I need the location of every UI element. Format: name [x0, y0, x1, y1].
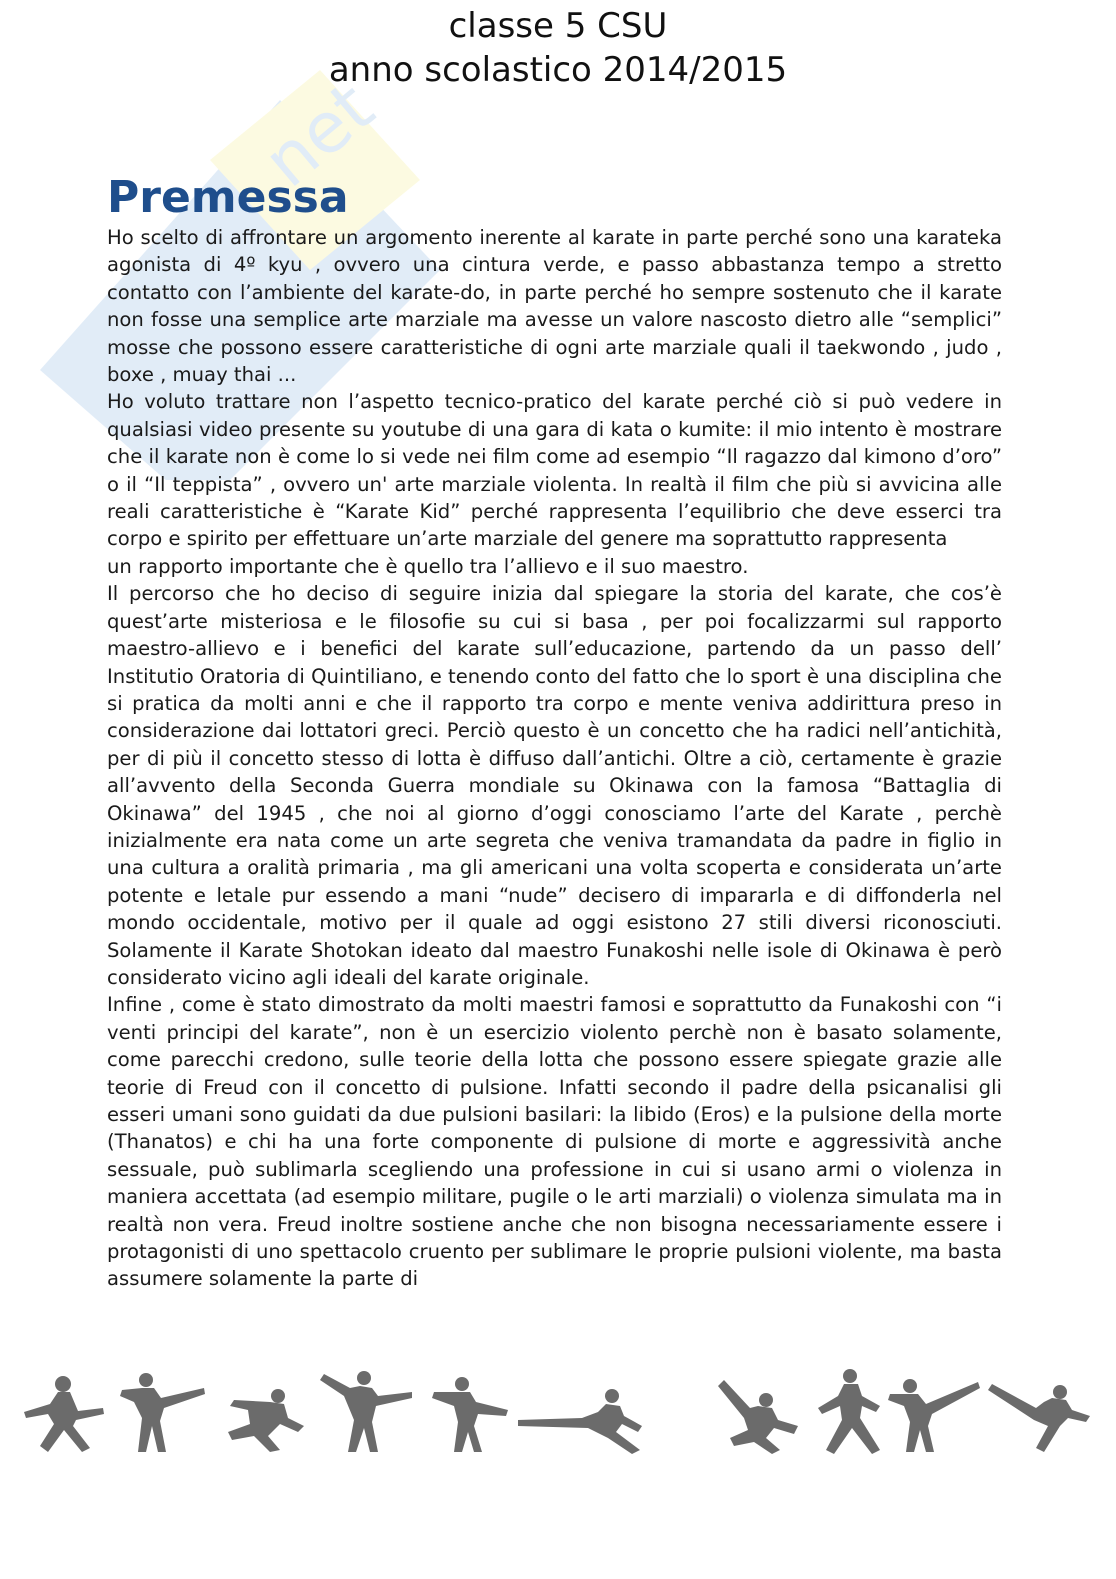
karate-silhouette-icon: [116, 1366, 206, 1456]
class-label: classe 5 CSU: [448, 6, 668, 46]
karate-silhouette-icon: [804, 1366, 894, 1456]
karate-silhouette-icon: [512, 1366, 652, 1456]
paragraph: Infine , come è stato dimostrato da molti maestri famosi e soprattutto da Funakoshi con “i venti principi del karate”, non è un esercizio violento perchè non è basato solamente, come parecchi credono, sulle teorie della lotta che possono essere spiegate grazie alle teorie di Freud con il concetto di pulsione. Infatti secondo il padre della psicanalisi gli esseri umani sono guidati da due pulsioni basilari: la libido (Eros) e la pulsione della morte (Thanatos) e chi ha una forte componente di pulsione di morte e aggressività anche sessuale, può sublimarla scegliendo una professione in cui si usano armi o violenza in maniera accettata (ad esempio militare, pugile o le arti marziali) o violenza simulata ma in realtà non vera. Freud inoltre sostiene anche che non bisogna necessariamente essere i protagonisti di uno spettacolo cruento per sublimare le proprie pulsioni violente, ma basta assumere solamente la parte di: [107, 993, 1002, 1291]
paragraph: Ho voluto trattare non l’aspetto tecnico-pratico del karate perché ciò si può vedere in qualsiasi video presente su youtube di una gara di kata o kumite: il mio intento è mostrare che il karate non è come lo si vede nei film come ad esempio “Il ragazzo dal kimono d’oro” o il “Il teppista” , ovvero un' arte marziale violenta. In realtà il film che più si avvicina alle reali caratteristiche è “Karate Kid” perché rappresenta l’equilibrio che deve esserci tra corpo e spirito per effettuare un’arte marziale del genere ma soprattutto rappresenta: [107, 390, 1002, 551]
karate-silhouettes-footer: [18, 1366, 1098, 1456]
paragraph: un rapporto importante che è quello tra l’allievo e il suo maestro.: [107, 554, 749, 578]
karate-silhouette-icon: [984, 1366, 1094, 1456]
karate-silhouette-icon: [424, 1366, 514, 1456]
karate-silhouette-icon: [218, 1366, 308, 1456]
karate-silhouette-icon: [18, 1366, 108, 1456]
karate-silhouette-icon: [884, 1366, 984, 1456]
section-title: Premessa: [107, 172, 349, 223]
watermark-text: net: [248, 66, 389, 204]
karate-silhouette-icon: [316, 1366, 416, 1456]
page-header: [0, 4, 1116, 92]
paragraph: Il percorso che ho deciso di seguire inizia dal spiegare la storia del karate, che cos’è quest’arte misteriosa e le filosofie su cui si basa , per poi focalizzarmi sul rapporto maestro-allievo e i benefici del karate sull’educazione, partendo da un passo dell’ Institutio Oratoria di Quintiliano, e tenendo conto del fatto che lo sport è una disciplina che si pratica da molti anni e che il rapporto tra corpo e mente veniva addirittura preso in considerazione dai lottatori greci. Perciò questo è un concetto che ha radici nell’antichità, per di più il concetto stesso di lotta è diffuso dall’antichi. Oltre a ciò, certamente è grazie all’avvento della Seconda Guerra mondiale su Okinawa con la famosa “Battaglia di Okinawa” del 1945 , che noi al giorno d’oggi conosciamo l’arte del Karate , perchè inizialmente era nata come un arte segreta che veniva tramandata da padre in figlio in una cultura a oralità primaria , ma gli americani una volta scoperta e considerata un’arte potente e letale pur essendo a mani “nude” decisero di impararla e di diffonderla nel mondo occidentale, motivo per il quale ad oggi esistono 27 stili diversi riconosciuti. Solamente il Karate Shotokan ideato dal maestro Funakoshi nelle isole di Okinawa è però considerato vicino agli ideali del karate originale.: [107, 582, 1002, 989]
karate-silhouette-icon: [714, 1366, 804, 1456]
body-text: [107, 224, 1002, 1293]
paragraph: Ho scelto di affrontare un argomento inerente al karate in parte perché sono una karateka agonista di 4º kyu , ovvero una cintura verde, e passo abbastanza tempo a stretto contatto con l’ambiente del karate-do, in parte perché ho sempre sostenuto che il karate non fosse una semplice arte marziale ma avesse un valore nascosto dietro alle “semplici” mosse che possono essere caratteristiche di ogni arte marziale quali il taekwondo , judo , boxe , muay thai ...: [107, 226, 1002, 387]
school-year-label: anno scolastico 2014/2015: [328, 50, 788, 90]
